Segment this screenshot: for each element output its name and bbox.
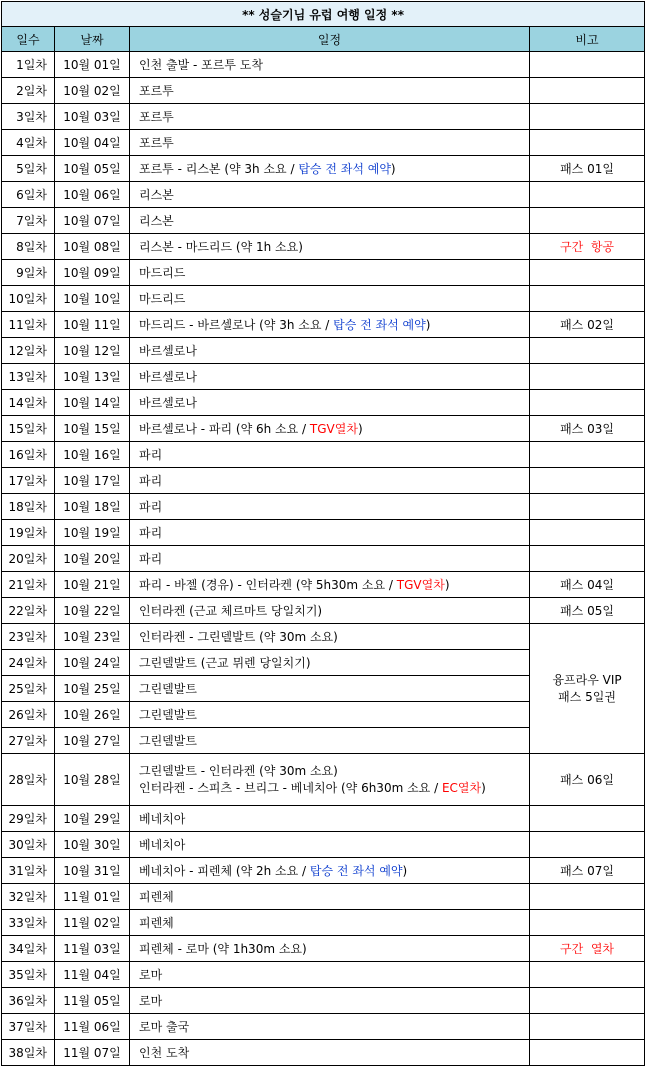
day-cell: 8일차 xyxy=(2,234,55,260)
day-cell: 37일차 xyxy=(2,1014,55,1040)
day-cell: 21일차 xyxy=(2,572,55,598)
table-row xyxy=(2,546,645,572)
day-cell: 36일차 xyxy=(2,988,55,1014)
plan-cell: 파리 xyxy=(130,546,530,572)
date-cell: 10월 26일 xyxy=(55,702,130,728)
note-cell: 패스 01일 xyxy=(530,156,645,182)
table-row xyxy=(2,156,645,182)
plan-tail: ) xyxy=(357,422,363,436)
plan-cell: 인터라켄 - 그린델발트 (약 30m 소요) xyxy=(130,624,530,650)
date-cell: 10월 11일 xyxy=(55,312,130,338)
header-note: 비고 xyxy=(530,27,645,52)
plan-cell: 파리 xyxy=(130,442,530,468)
date-cell: 11월 01일 xyxy=(55,884,130,910)
day-cell: 31일차 xyxy=(2,858,55,884)
date-cell: 10월 06일 xyxy=(55,182,130,208)
day-cell: 26일차 xyxy=(2,702,55,728)
table-row xyxy=(2,988,645,1014)
plan-tail: ) xyxy=(390,162,396,176)
day-cell: 30일차 xyxy=(2,832,55,858)
plan-line-2 xyxy=(139,780,529,797)
note-cell: 패스 06일 xyxy=(530,754,645,806)
day-cell: 38일차 xyxy=(2,1040,55,1066)
note-cell xyxy=(530,130,645,156)
table-row xyxy=(2,390,645,416)
day-cell: 19일차 xyxy=(2,520,55,546)
note-cell-vip-pass: 융프라우 VIP패스 5일권 xyxy=(530,624,645,754)
date-cell: 10월 16일 xyxy=(55,442,130,468)
plan-cell: 포르투 xyxy=(130,104,530,130)
day-cell: 3일차 xyxy=(2,104,55,130)
date-cell: 11월 03일 xyxy=(55,936,130,962)
plan-cell: 피렌체 xyxy=(130,910,530,936)
table-row xyxy=(2,806,645,832)
date-cell: 10월 10일 xyxy=(55,286,130,312)
note-cell: 패스 05일 xyxy=(530,598,645,624)
day-cell: 9일차 xyxy=(2,260,55,286)
day-cell: 7일차 xyxy=(2,208,55,234)
date-cell: 10월 21일 xyxy=(55,572,130,598)
plan-cell: 바르셀로나 xyxy=(130,364,530,390)
table-row xyxy=(2,520,645,546)
date-cell: 10월 25일 xyxy=(55,676,130,702)
note-cell xyxy=(530,364,645,390)
date-cell: 10월 30일 xyxy=(55,832,130,858)
note-cell xyxy=(530,182,645,208)
note-cell xyxy=(530,78,645,104)
table-row xyxy=(2,130,645,156)
plan-cell: 포르투 xyxy=(130,130,530,156)
date-cell: 11월 06일 xyxy=(55,1014,130,1040)
plan-cell: 그린델발트 xyxy=(130,702,530,728)
note-cell: 패스 02일 xyxy=(530,312,645,338)
plan-cell: 베네치아 xyxy=(130,806,530,832)
table-row xyxy=(2,494,645,520)
plan-cell: 바르셀로나 xyxy=(130,338,530,364)
note-cell xyxy=(530,806,645,832)
note-cell: 패스 04일 xyxy=(530,572,645,598)
table-row xyxy=(2,884,645,910)
day-cell: 4일차 xyxy=(2,130,55,156)
date-cell: 10월 13일 xyxy=(55,364,130,390)
note-cell xyxy=(530,494,645,520)
note-cell: 구간 항공 xyxy=(530,234,645,260)
plan-cell: 로마 출국 xyxy=(130,1014,530,1040)
day-cell: 10일차 xyxy=(2,286,55,312)
day-cell: 6일차 xyxy=(2,182,55,208)
note-cell xyxy=(530,104,645,130)
seat-reservation-note: 탑승 전 좌석 예약 xyxy=(298,162,391,176)
plan-cell: 인천 도착 xyxy=(130,1040,530,1066)
date-cell: 10월 22일 xyxy=(55,598,130,624)
day-cell: 18일차 xyxy=(2,494,55,520)
date-cell: 10월 03일 xyxy=(55,104,130,130)
table-row xyxy=(2,78,645,104)
table-row xyxy=(2,962,645,988)
date-cell: 10월 20일 xyxy=(55,546,130,572)
plan-cell: 피렌체 - 로마 (약 1h30m 소요) xyxy=(130,936,530,962)
note-cell xyxy=(530,1014,645,1040)
page-title: ** 성슬기님 유럽 여행 일정 ** xyxy=(2,2,645,27)
plan-cell: 그린델발트 (근교 뮈렌 당일치기) xyxy=(130,650,530,676)
day-cell: 34일차 xyxy=(2,936,55,962)
table-row xyxy=(2,338,645,364)
plan-tail: ) xyxy=(444,578,450,592)
plan-cell: 로마 xyxy=(130,988,530,1014)
date-cell: 10월 12일 xyxy=(55,338,130,364)
plan-text: 마드리드 - 바르셀로나 (약 3h 소요 / xyxy=(139,318,334,332)
table-row xyxy=(2,442,645,468)
plan-text: 포르투 - 리스본 (약 3h 소요 / xyxy=(139,162,299,176)
day-cell: 5일차 xyxy=(2,156,55,182)
plan-text: 베네치아 - 피렌체 (약 2h 소요 / xyxy=(139,864,310,878)
note-cell xyxy=(530,286,645,312)
date-cell: 11월 02일 xyxy=(55,910,130,936)
date-cell: 10월 02일 xyxy=(55,78,130,104)
day-cell: 12일차 xyxy=(2,338,55,364)
table-row xyxy=(2,468,645,494)
day-cell: 27일차 xyxy=(2,728,55,754)
day-cell: 28일차 xyxy=(2,754,55,806)
table-row xyxy=(2,754,645,806)
day-cell: 1일차 xyxy=(2,52,55,78)
date-cell: 10월 09일 xyxy=(55,260,130,286)
header-day: 일수 xyxy=(2,27,55,52)
seat-reservation-note: 탑승 전 좌석 예약 xyxy=(309,864,403,878)
seat-reservation-note: 탑승 전 좌석 예약 xyxy=(333,318,426,332)
note-cell: 패스 03일 xyxy=(530,416,645,442)
plan-cell: 인천 출발 - 포르투 도착 xyxy=(130,52,530,78)
table-row xyxy=(2,1014,645,1040)
table-row xyxy=(2,286,645,312)
day-cell: 14일차 xyxy=(2,390,55,416)
train-type-note: EC열차 xyxy=(441,780,482,795)
plan-tail: ) xyxy=(481,780,486,795)
plan-cell: 그린델발트 xyxy=(130,676,530,702)
note-cell xyxy=(530,52,645,78)
table-row xyxy=(2,208,645,234)
plan-cell xyxy=(130,156,530,182)
day-cell: 11일차 xyxy=(2,312,55,338)
plan-tail: ) xyxy=(402,864,408,878)
date-cell: 10월 04일 xyxy=(55,130,130,156)
plan-cell: 그린델발트 xyxy=(130,728,530,754)
day-cell: 23일차 xyxy=(2,624,55,650)
note-cell xyxy=(530,338,645,364)
note-cell xyxy=(530,390,645,416)
note-cell xyxy=(530,546,645,572)
date-cell: 10월 08일 xyxy=(55,234,130,260)
plan-text: 바르셀로나 - 파리 (약 6h 소요 / xyxy=(139,422,310,436)
note-cell xyxy=(530,520,645,546)
day-cell: 17일차 xyxy=(2,468,55,494)
day-cell: 35일차 xyxy=(2,962,55,988)
date-cell: 10월 24일 xyxy=(55,650,130,676)
date-cell: 10월 17일 xyxy=(55,468,130,494)
date-cell: 11월 05일 xyxy=(55,988,130,1014)
table-row xyxy=(2,1040,645,1066)
plan-cell: 마드리드 xyxy=(130,260,530,286)
table-row xyxy=(2,416,645,442)
table-row xyxy=(2,234,645,260)
plan-cell xyxy=(130,416,530,442)
table-row xyxy=(2,312,645,338)
train-type-note: TGV열차 xyxy=(396,578,445,592)
table-row xyxy=(2,260,645,286)
day-cell: 2일차 xyxy=(2,78,55,104)
plan-cell xyxy=(130,858,530,884)
day-cell: 15일차 xyxy=(2,416,55,442)
train-type-note: TGV열차 xyxy=(309,422,358,436)
plan-cell: 베네치아 xyxy=(130,832,530,858)
plan-tail: ) xyxy=(425,318,431,332)
plan-cell: 마드리드 xyxy=(130,286,530,312)
note-cell xyxy=(530,442,645,468)
day-cell: 25일차 xyxy=(2,676,55,702)
plan-cell xyxy=(130,754,530,806)
plan-cell: 리스본 - 마드리드 (약 1h 소요) xyxy=(130,234,530,260)
table-row xyxy=(2,832,645,858)
date-cell: 10월 15일 xyxy=(55,416,130,442)
header-date: 날짜 xyxy=(55,27,130,52)
day-cell: 29일차 xyxy=(2,806,55,832)
day-cell: 20일차 xyxy=(2,546,55,572)
table-row xyxy=(2,52,645,78)
date-cell: 10월 28일 xyxy=(55,754,130,806)
plan-cell: 피렌체 xyxy=(130,884,530,910)
header-plan: 일정 xyxy=(130,27,530,52)
plan-line-1: 그린델발트 - 인터라켄 (약 30m 소요) xyxy=(139,763,338,778)
plan-cell: 파리 xyxy=(130,494,530,520)
note-cell xyxy=(530,962,645,988)
date-cell: 10월 01일 xyxy=(55,52,130,78)
note-cell xyxy=(530,260,645,286)
date-cell: 10월 05일 xyxy=(55,156,130,182)
date-cell: 10월 23일 xyxy=(55,624,130,650)
plan-text: 인터라켄 - 스피츠 - 브리그 - 베네치아 (약 6h30m 소요 / xyxy=(139,780,442,795)
plan-cell: 리스본 xyxy=(130,182,530,208)
date-cell: 10월 27일 xyxy=(55,728,130,754)
note-cell xyxy=(530,468,645,494)
plan-cell: 바르셀로나 xyxy=(130,390,530,416)
note-cell xyxy=(530,1040,645,1066)
table-row xyxy=(2,104,645,130)
note-cell xyxy=(530,910,645,936)
note-cell: 구간 열차 xyxy=(530,936,645,962)
note-cell xyxy=(530,208,645,234)
itinerary-table xyxy=(1,1,645,1066)
day-cell: 33일차 xyxy=(2,910,55,936)
plan-cell: 파리 xyxy=(130,520,530,546)
date-cell: 10월 31일 xyxy=(55,858,130,884)
plan-cell: 로마 xyxy=(130,962,530,988)
table-row xyxy=(2,910,645,936)
note-cell: 패스 07일 xyxy=(530,858,645,884)
plan-cell: 파리 xyxy=(130,468,530,494)
table-row xyxy=(2,182,645,208)
note-cell xyxy=(530,884,645,910)
plan-cell: 포르투 xyxy=(130,78,530,104)
plan-cell xyxy=(130,572,530,598)
date-cell: 11월 07일 xyxy=(55,1040,130,1066)
table-row xyxy=(2,598,645,624)
day-cell: 22일차 xyxy=(2,598,55,624)
note-cell xyxy=(530,832,645,858)
day-cell: 16일차 xyxy=(2,442,55,468)
table-row xyxy=(2,858,645,884)
table-row xyxy=(2,364,645,390)
plan-cell: 인터라켄 (근교 체르마트 당일치기) xyxy=(130,598,530,624)
table-row xyxy=(2,936,645,962)
plan-text: 파리 - 바젤 (경유) - 인터라켄 (약 5h30m 소요 / xyxy=(139,578,397,592)
day-cell: 13일차 xyxy=(2,364,55,390)
table-row xyxy=(2,624,645,650)
date-cell: 10월 29일 xyxy=(55,806,130,832)
note-cell xyxy=(530,988,645,1014)
date-cell: 10월 07일 xyxy=(55,208,130,234)
plan-cell: 리스본 xyxy=(130,208,530,234)
table-row xyxy=(2,572,645,598)
date-cell: 10월 18일 xyxy=(55,494,130,520)
date-cell: 10월 14일 xyxy=(55,390,130,416)
date-cell: 10월 19일 xyxy=(55,520,130,546)
plan-cell xyxy=(130,312,530,338)
day-cell: 24일차 xyxy=(2,650,55,676)
day-cell: 32일차 xyxy=(2,884,55,910)
date-cell: 11월 04일 xyxy=(55,962,130,988)
